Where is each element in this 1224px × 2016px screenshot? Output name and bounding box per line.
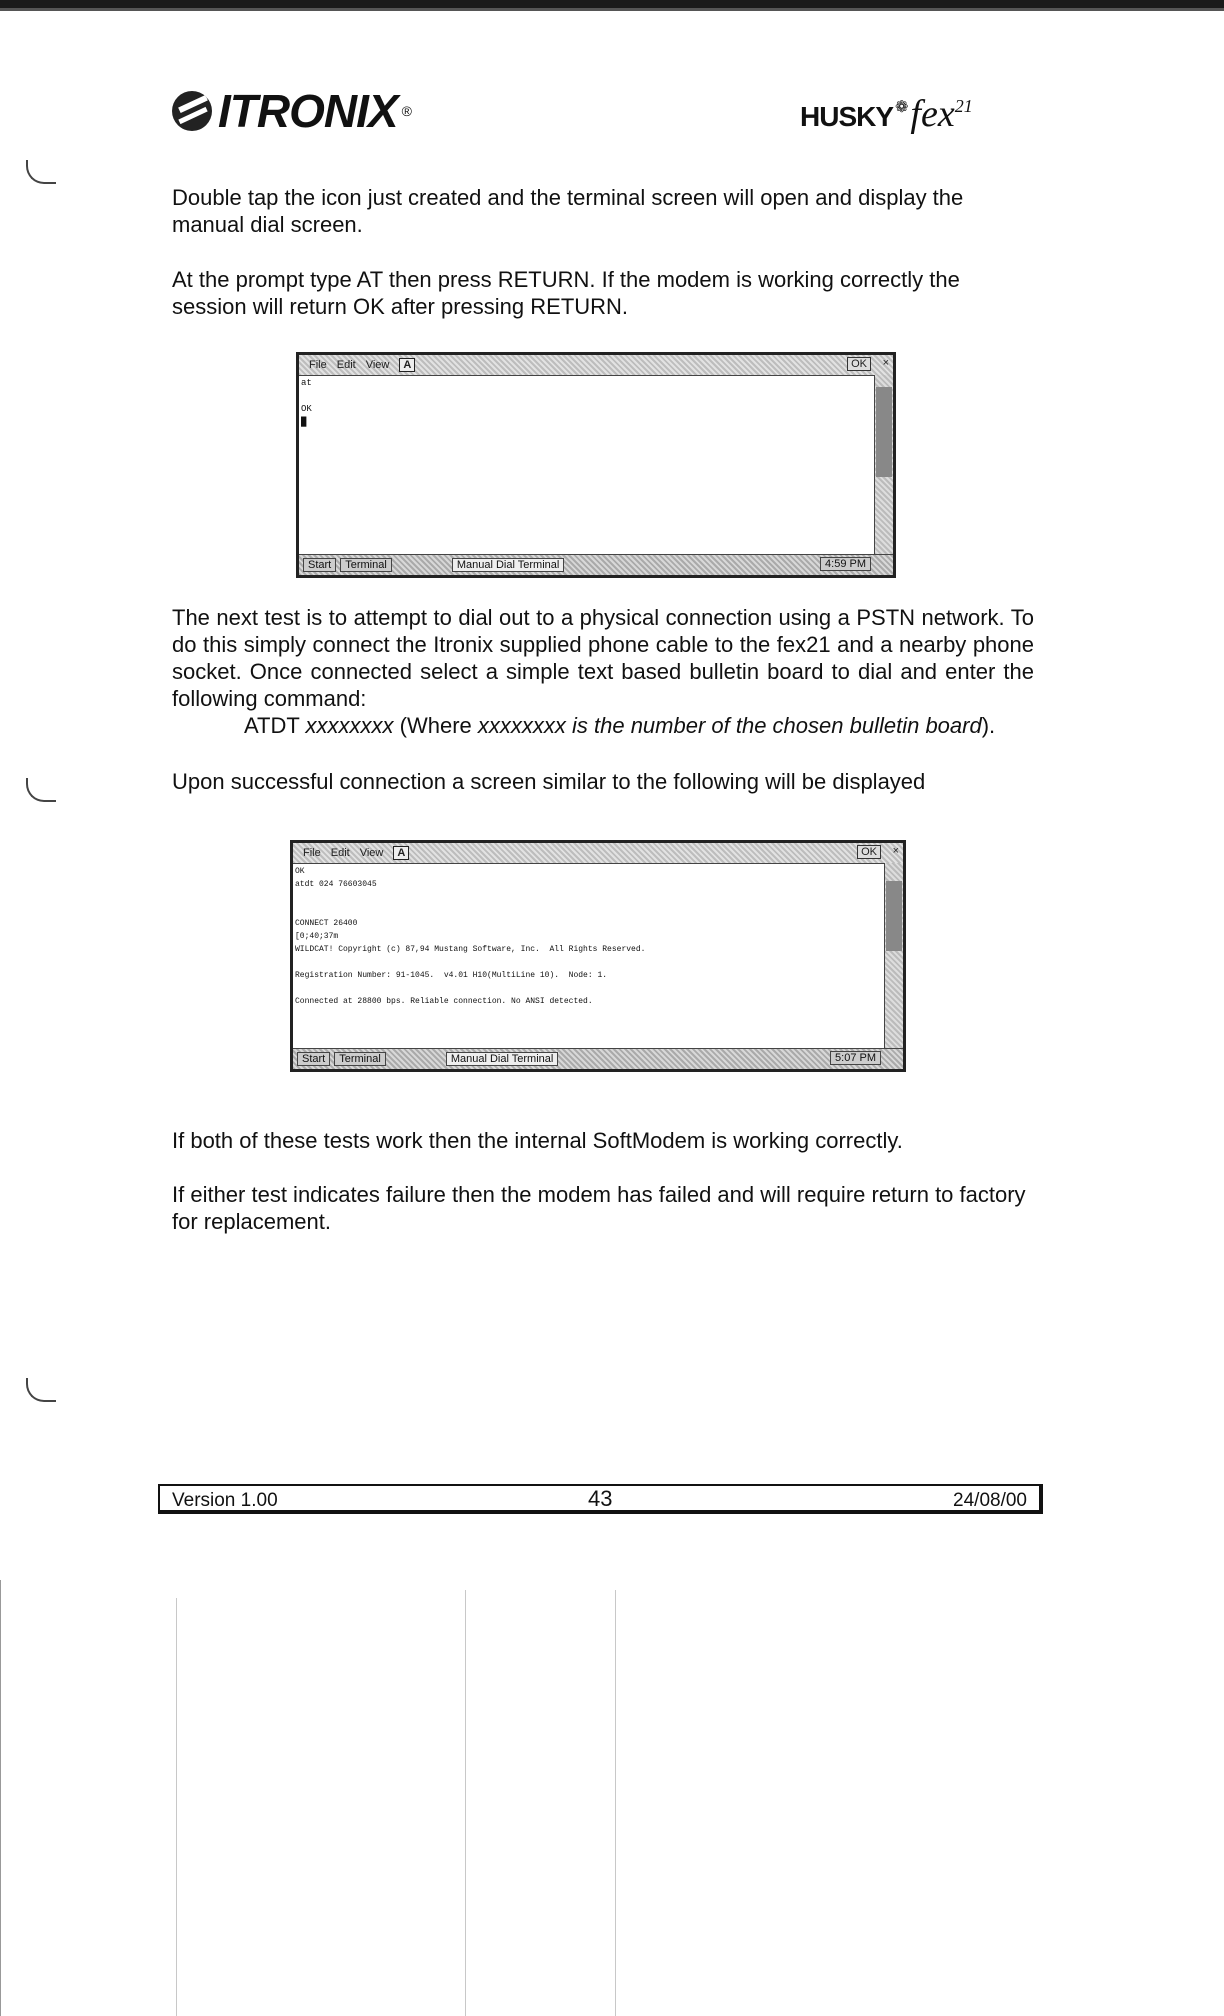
paragraph-tests-fail: If either test indicates failure then the modem has failed and will require return to factory for replacement. <box>172 1182 1026 1234</box>
taskbar-item-terminal[interactable]: Terminal <box>334 1052 386 1066</box>
terminal-output: OK atdt 024 76603045 CONNECT 26400 [0;40;37m WILDCAT! Copyright (c) 87,94 Mustang Software, Inc. All Rights Reserved. Registration Number: 91-1045. v4.01 H10(MultiLine 10). Node: 1. Connected at 28800 bps. Reliable connection. No ANSI detected. <box>295 867 646 1006</box>
paragraph-successful-connection: Upon successful connection a screen similar to the following will be displayed <box>172 769 926 794</box>
vertical-scrollbar[interactable] <box>884 863 903 1049</box>
taskbar-clock: 5:07 PM <box>830 1051 881 1065</box>
menu-edit[interactable]: Edit <box>336 359 356 371</box>
command-end: ). <box>981 713 996 738</box>
command-placeholder: xxxxxxxx <box>305 713 394 738</box>
command-placeholder-2: xxxxxxxx <box>477 713 566 738</box>
footer-date: 24/08/00 <box>953 1490 1027 1511</box>
terminal-screenshot-connect <box>290 840 906 1072</box>
font-size-button[interactable]: A <box>399 358 415 372</box>
taskbar-item-manual-dial[interactable]: Manual Dial Terminal <box>446 1052 559 1066</box>
paragraph-tests-work: If both of these tests work then the internal SoftModem is working correctly. <box>172 1128 903 1153</box>
paragraph-at-prompt: At the prompt type AT then press RETURN. If the modem is working correctly the session will return OK after pressing RETURN. <box>172 267 960 319</box>
taskbar-clock: 4:59 PM <box>820 557 871 571</box>
husky-logo-text: HUSKY <box>800 101 894 132</box>
command-line <box>244 712 1034 739</box>
menu-edit[interactable]: Edit <box>330 847 350 859</box>
ok-button[interactable]: OK <box>857 845 881 859</box>
fex-logo-number: 21 <box>954 96 973 116</box>
scrollbar-thumb[interactable] <box>886 881 902 951</box>
font-size-button[interactable]: A <box>393 846 409 860</box>
vertical-scrollbar[interactable] <box>874 375 893 555</box>
binder-hole-mark <box>26 1378 56 1402</box>
husky-fex21-logo <box>800 92 973 136</box>
terminal-output: at OK █ <box>301 378 312 427</box>
paragraph-open-terminal: Double tap the icon just created and the terminal screen will open and display the manual dial screen. <box>172 185 964 237</box>
paw-icon: ❁ <box>895 99 909 116</box>
bleed-through-line <box>465 1590 466 2016</box>
menu-bar <box>299 355 893 376</box>
taskbar <box>293 1048 903 1069</box>
terminal-screenshot-at <box>296 352 896 578</box>
menu-view[interactable]: View <box>365 359 390 371</box>
taskbar-item-terminal[interactable]: Terminal <box>340 558 392 572</box>
taskbar-item-manual-dial[interactable]: Manual Dial Terminal <box>452 558 565 572</box>
scrollbar-thumb[interactable] <box>876 387 892 477</box>
bleed-through-line <box>615 1590 616 2016</box>
top-border <box>0 0 1224 8</box>
footer-page-number: 43 <box>588 1486 613 1511</box>
command-explanation: is the number of the chosen bulletin board <box>565 713 982 738</box>
close-icon[interactable]: × <box>892 845 899 857</box>
ok-button[interactable]: OK <box>847 357 871 371</box>
binder-hole-mark <box>26 160 56 184</box>
paragraph-dial-test: The next test is to attempt to dial out to a physical connection using a PSTN network. To do this simply connect the Itronix supplied phone cable to the fex21 and a nearby phone socket. Once connected select a simple text based bulletin board to dial and enter the following command: <box>172 605 1034 711</box>
registered-mark: ® <box>401 103 412 119</box>
page-footer <box>158 1484 1043 1514</box>
command-prefix: ATDT <box>244 713 306 738</box>
menu-file[interactable]: File <box>303 847 321 859</box>
close-icon[interactable]: × <box>882 357 889 369</box>
start-button[interactable]: Start <box>303 558 336 572</box>
globe-icon <box>172 91 212 131</box>
start-button[interactable]: Start <box>297 1052 330 1066</box>
bleed-through-line <box>176 1598 177 2016</box>
fex-logo-text: fex <box>910 93 955 135</box>
menu-bar <box>293 843 903 864</box>
menu-file[interactable]: File <box>309 359 327 371</box>
scan-edge-line <box>0 1580 1 2016</box>
binder-hole-mark <box>26 778 56 802</box>
menu-view[interactable]: View <box>359 847 384 859</box>
footer-version: Version 1.00 <box>172 1490 278 1511</box>
command-where: (Where <box>393 713 478 738</box>
itronix-logo-text: ITRONIX <box>218 85 398 137</box>
taskbar <box>299 554 893 575</box>
top-border-shadow <box>0 8 1224 11</box>
itronix-logo <box>172 84 412 138</box>
